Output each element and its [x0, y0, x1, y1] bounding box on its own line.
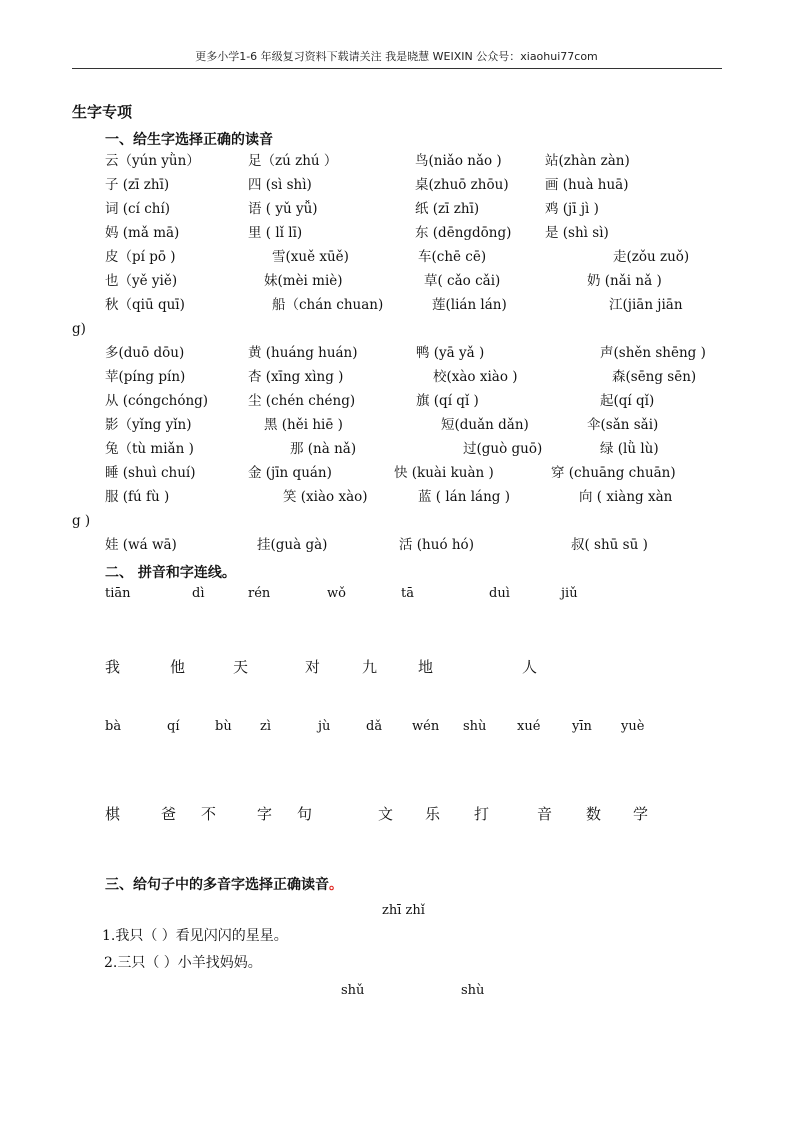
- section1-heading: 一、给生字选择正确的读音: [105, 132, 273, 148]
- choice-item: 皮（pí pō ): [105, 249, 176, 265]
- question-1: 1.我只（ ）看见闪闪的星星。: [102, 928, 288, 944]
- choice-item: 笑 (xiào xào): [283, 489, 368, 505]
- choice-item: 杏 (xīng xìng ): [248, 369, 344, 385]
- section3-heading-text: 三、给句子中的多音字选择正确读音: [105, 877, 329, 893]
- section3-heading: [105, 874, 343, 894]
- pinyin-item: tā: [401, 586, 414, 601]
- char-item: 句: [297, 805, 313, 823]
- choice-item: 从 (cóngchóng): [105, 393, 209, 409]
- choice-item: 苹(píng pín): [105, 369, 186, 385]
- char-item: 不: [201, 805, 217, 823]
- choice-item: 语 ( yǔ yǚ): [248, 201, 318, 217]
- choice-item: 莲(lián lán): [432, 297, 507, 313]
- char-item: 文: [378, 805, 394, 823]
- choice-item: 东 (dēngdōng): [415, 225, 512, 241]
- char-item: 他: [170, 658, 186, 676]
- choice-item: 向 ( xiàng xàn: [579, 489, 673, 505]
- choice-item: 黄 (huáng huán): [248, 345, 358, 361]
- page-title: 生字专项: [72, 103, 133, 121]
- choice-item: 穿 (chuāng chuān): [551, 465, 676, 481]
- char-item: 棋: [105, 805, 121, 823]
- choice-item: 里 ( lǐ lī): [248, 225, 303, 241]
- choice-item: 妹(mèi miè): [264, 273, 343, 289]
- pinyin-item: bù: [215, 719, 232, 734]
- choice-item: 森(sēng sēn): [612, 369, 697, 385]
- choice-item: 尘 (chén chéng): [248, 393, 356, 409]
- choice-item: 影（yǐng yǐn): [105, 417, 192, 433]
- pinyin-item: yuè: [621, 719, 645, 734]
- page-header: 更多小学1-6 年级复习资料下载请关注 我是晓慧 WEIXIN 公众号：xiaohui77com: [195, 50, 598, 63]
- choice-item: 多(duō dōu): [105, 345, 185, 361]
- pinyin-item: shù: [463, 719, 487, 734]
- choice-item: 桌(zhuō zhōu): [415, 177, 509, 193]
- pinyin-item: qí: [167, 719, 180, 734]
- choice-item: 快 (kuài kuàn ): [394, 465, 494, 481]
- choice-item: 江(jiān jiān: [609, 297, 683, 313]
- choice-item: 睡 (shuì chuí): [105, 465, 196, 481]
- choice-item: 蓝 ( lán láng ): [418, 489, 510, 505]
- choice-item: 活 (huó hó): [399, 537, 474, 553]
- choice-item: 绿 (lǜ lù): [600, 441, 659, 457]
- wrap-text: g ): [72, 513, 91, 529]
- choice-item: 走(zǒu zuǒ): [613, 249, 690, 265]
- choice-item: 校(xào xiào ): [433, 369, 518, 385]
- choice-item: 短(duǎn dǎn): [441, 417, 529, 433]
- pinyin-item: dǎ: [366, 719, 383, 734]
- choice-item: 雪(xuě xūě): [272, 249, 349, 265]
- choice-item: 挂(guà gà): [257, 537, 328, 553]
- pinyin-item: tiān: [105, 586, 131, 601]
- question-2: 2.三只（ ）小羊找妈妈。: [104, 955, 262, 971]
- char-item: 人: [522, 658, 538, 676]
- choice-item: 鸟(niǎo nǎo ): [415, 153, 502, 169]
- char-item: 我: [105, 658, 121, 676]
- choice-item: 也（yě yiě): [105, 273, 178, 289]
- choice-item: 过(guò guō): [463, 441, 543, 457]
- pinyin-item: xué: [517, 719, 541, 734]
- choice-item: 四 (sì shì): [248, 177, 312, 193]
- pinyin-item: wén: [412, 719, 440, 734]
- char-item: 学: [633, 805, 649, 823]
- pinyin-item: bà: [105, 719, 122, 734]
- choice-item: 鸡 (jī jì ): [545, 201, 599, 217]
- choice-item: 秋（qiū quī): [105, 297, 185, 313]
- choice-item: 云（yún yǜn）: [105, 153, 200, 169]
- choice-item: 是 (shì sì): [545, 225, 609, 241]
- pinyin-item: yīn: [572, 719, 592, 734]
- char-item: 爸: [161, 805, 177, 823]
- choice-item: 画 (huà huā): [545, 177, 629, 193]
- choice-item: 奶 (nǎi nǎ ): [587, 273, 662, 289]
- pinyin-item: wǒ: [327, 586, 346, 601]
- choice-item: 金 (jīn quán): [248, 465, 332, 481]
- char-item: 九: [362, 658, 378, 676]
- header-divider: [72, 68, 722, 69]
- char-item: 字: [257, 805, 273, 823]
- char-item: 对: [305, 658, 321, 676]
- q2-option-a: shǔ: [341, 983, 365, 998]
- choice-item: 草( cǎo cǎi): [424, 273, 501, 289]
- choice-item: 伞(sǎn sǎi): [587, 417, 659, 433]
- choice-item: 足（zú zhú ）: [248, 153, 338, 169]
- choice-item: 声(shěn shēng ): [600, 345, 706, 361]
- char-item: 音: [537, 805, 553, 823]
- choice-item: 那 (nà nǎ): [290, 441, 357, 457]
- wrap-text: g): [72, 321, 86, 337]
- char-item: 乐: [425, 805, 441, 823]
- choice-item: 旗 (qí qǐ ): [416, 393, 479, 409]
- choice-item: 词 (cí chí): [105, 201, 171, 217]
- section2-heading: 二、 拼音和字连线。: [105, 565, 236, 581]
- pinyin-item: rén: [248, 586, 271, 601]
- char-item: 打: [474, 805, 490, 823]
- choice-item: 叔( shū sū ): [571, 537, 648, 553]
- choice-item: 兔（tù miǎn ): [105, 441, 194, 457]
- char-item: 地: [418, 658, 434, 676]
- choice-item: 站(zhàn zàn): [545, 153, 630, 169]
- choice-item: 黑 (hěi hiē ): [264, 417, 343, 433]
- choice-item: 服 (fú fù ): [105, 489, 170, 505]
- q2-option-b: shù: [461, 983, 485, 998]
- choice-item: 妈 (mǎ mā): [105, 225, 180, 241]
- choice-item: 起(qí qǐ): [600, 393, 655, 409]
- char-item: 天: [233, 658, 249, 676]
- q1-options: zhī zhǐ: [382, 903, 425, 918]
- choice-item: 车(chē cē): [418, 249, 487, 265]
- char-item: 数: [586, 805, 602, 823]
- pinyin-item: zì: [260, 719, 272, 734]
- pinyin-item: duì: [489, 586, 510, 601]
- choice-item: 子 (zī zhī): [105, 177, 170, 193]
- pinyin-item: dì: [192, 586, 205, 601]
- pinyin-item: jù: [318, 719, 331, 734]
- choice-item: 船（chán chuan): [272, 297, 384, 313]
- choice-item: 鸭 (yā yǎ ): [416, 345, 485, 361]
- choice-item: 娃 (wá wā): [105, 537, 177, 553]
- choice-item: 纸 (zī zhī): [415, 201, 480, 217]
- section3-heading-end: 。: [329, 877, 343, 893]
- pinyin-item: jiǔ: [561, 586, 578, 601]
